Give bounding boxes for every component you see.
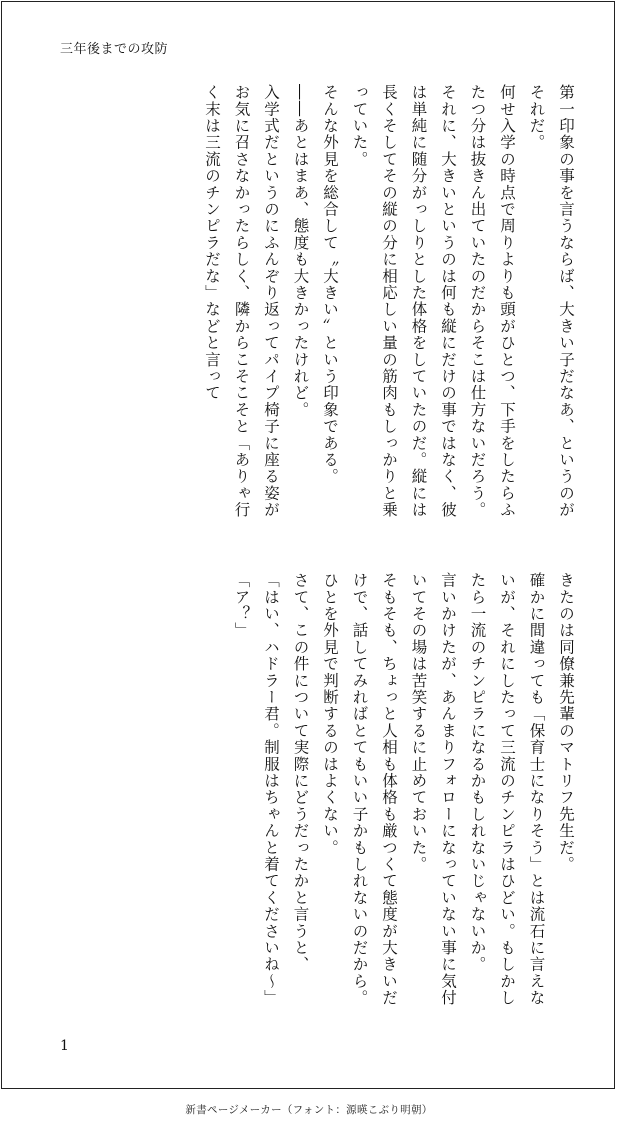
paragraph: さて、この件について実際にどうだったかと言うと、 [291, 572, 310, 973]
paragraph: 第一印象の事を言うならば、大きい子だなあ、というのがそれだ。 [527, 84, 575, 519]
page-number: 1 [60, 1038, 69, 1054]
footer-credit: 新書ページメーカー（フォント：源暎こぶり明朝） [185, 1104, 433, 1116]
paragraph: 言いかけたが、あんまりフォローになっていない事に気付いてその場は苦笑するに止めておいた。 [409, 572, 457, 1007]
upper-text-column [40, 84, 580, 524]
page-frame [1, 1, 615, 1089]
paragraph: そもそも、ちょっと人相も体格も厳つくて態度が大きいだけで、話してみればとてもいい子かもしれないのだから。ひとを外見で判断するのはよくない。 [321, 572, 398, 1007]
paragraph: 確かに間違っても「保育士になりそう」とは流石に言えないが、それにしたって三流のチンピラはひどい。もしかしたら一流のチンピラになるかもしれないじゃないか。 [468, 572, 546, 1007]
paragraph: それに、大きいというのは何も縦にだけの事ではなく、彼は単純に随分がっしりとした体格をしていたのだ。縦には長くそしてその縦の分に相応しい量の筋肉もしっかりと乗っていた。 [350, 84, 457, 519]
paragraph: 「はい、ハドラー君。制服はちゃんと着てくださいね～」 [262, 572, 280, 1007]
paragraph: 入学式だというのにふんぞり返ってパイプ椅子に座る姿がお気に召さなかったらしく、隣からこそこそと「ありゃ行く末は三流のチンピラだな」などと言って [203, 84, 280, 519]
paragraph: ――あとはまあ、態度も大きかったけれど。 [291, 84, 310, 418]
paragraph: 何せ入学の時点で周りよりも頭がひとつ、下手をしたらふたつ分は抜きん出ていたのだからそこは仕方ないだろう。 [468, 84, 516, 519]
paragraph: きたのは同僚兼先輩のマトリフ先生だ。 [557, 572, 575, 873]
paragraph: 「ア？」 [232, 572, 251, 639]
paragraph: そんな外見を総合して〝大きい〟という印象である。 [321, 84, 339, 485]
running-title: 三年後までの攻防 [60, 42, 169, 57]
lower-text-column [40, 572, 580, 1012]
